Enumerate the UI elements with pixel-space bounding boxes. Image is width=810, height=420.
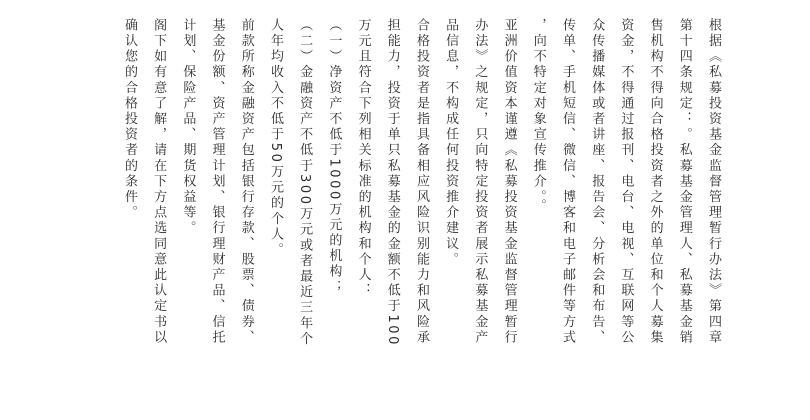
disclaimer-text: 根据《私募投资基金监督管理暂行办法》第四章 第十四条规定：。私募基金管理人、私募基金销 售机构不得向合格投资者之外的单位和个人募集 资金，不得通过报刊、电台、电视、互联网等公 众传播媒体或者讲座、报告会、分析会和布告、 传单、手机短信、微信、博客和电子邮件等方式 ，向不特定对象宣传推介。。 亚洲价值资本谨遵《私募投资基金监督管理暂行 办法》之规定，只向特定投资者展示私募基金产 品信息，不构成任何投资推介建议。 合格投资者是指具备相应风险识别能力和风险承 担能力，投资于单只私募基金的金额不低于100 万元且符合下列相关标准的机构和个人： （一）净资产不低于1000万元的机构； （二）金融资产不低于300万元或者最近三年个 人年均收入不低于50万元的个人。 前款所称金融资产包括银行存款、股票、债券、 基金份额、资产管理计划、银行理财产品、信托 计划、保险产品、期货权益等。 阁下如有意了解，请在下方点选同意此认定书以 确认您的合格投资者的条件。: [121, 18, 721, 348]
